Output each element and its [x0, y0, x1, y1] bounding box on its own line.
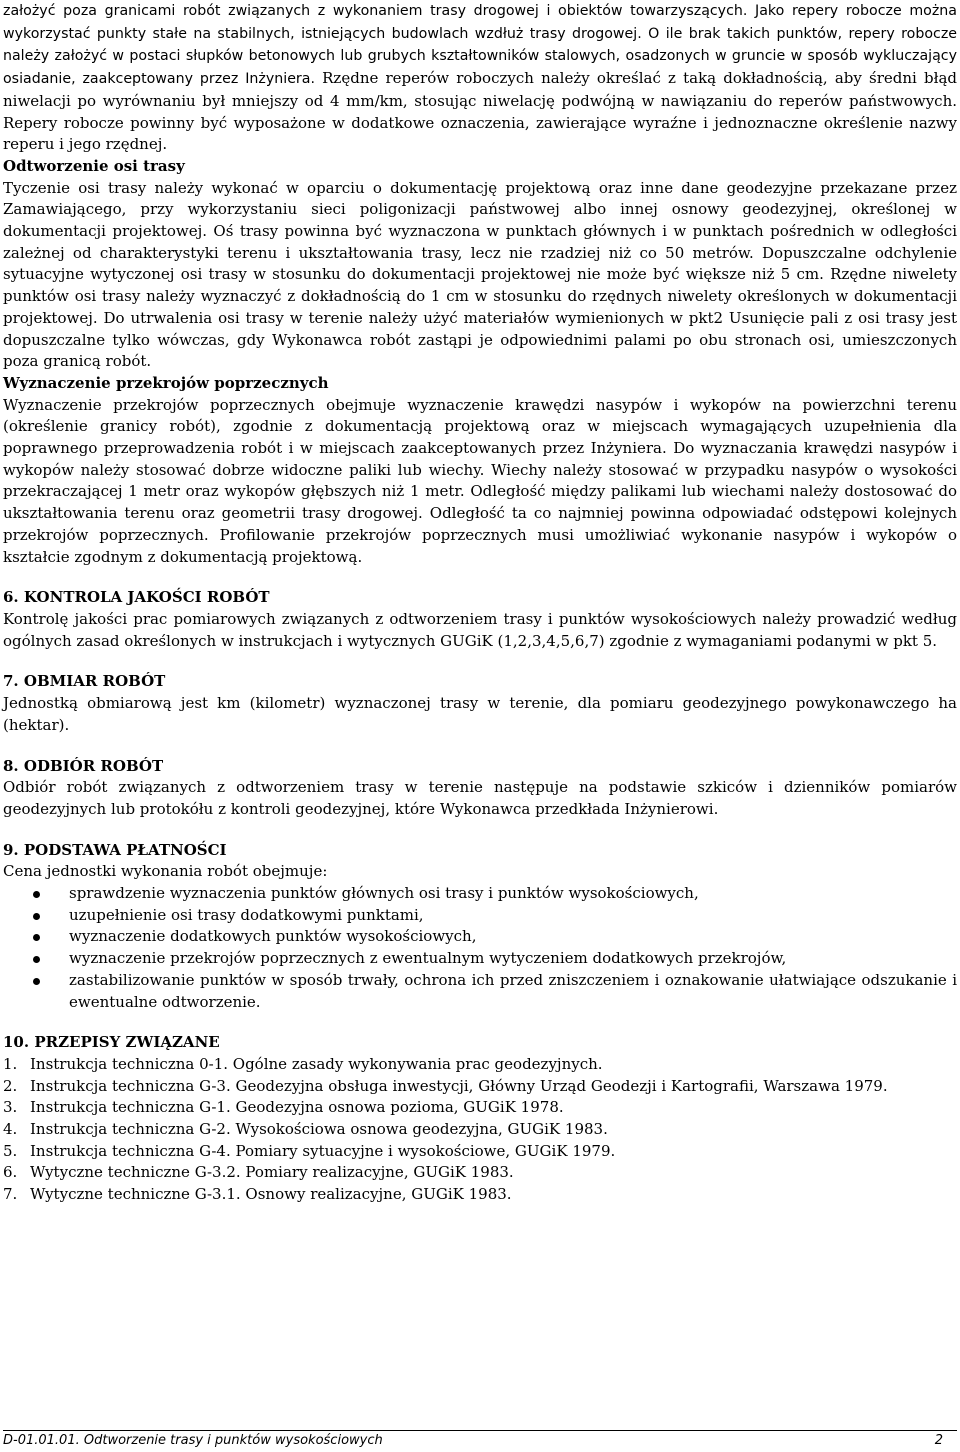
reference-item — [3, 1076, 957, 1098]
list-item-text: wyznaczenie przekrojów poprzecznych z ewentualnym wytyczeniem dodatkowych przekrojów, — [69, 949, 787, 968]
reference-number: 3. — [3, 1098, 18, 1117]
reference-item — [3, 1184, 957, 1206]
section-7-title — [3, 671, 957, 693]
section-10-title-text: PRZEPISY ZWIĄZANE — [34, 1033, 220, 1052]
section-6-body: Kontrolę jakości prac pomiarowych związanych z odtworzeniem trasy i punktów wysokościowych należy prowadzić według ogólnych zasad określonych w instrukcjach i wytycznych GUGiK (1,2,3,4,5,6,7) zgodnie z wymaganiami podanymi w pkt 5. — [3, 609, 957, 650]
page-number: 2 — [934, 1433, 943, 1448]
bullet-icon — [33, 934, 40, 941]
reference-text: Instrukcja techniczna G-3. Geodezyjna obsługa inwestycji, Główny Urząd Geodezji i Kartografii, Warszawa 1979. — [30, 1076, 888, 1095]
section-9-number: 9. — [3, 840, 19, 859]
bullet-icon — [33, 978, 40, 985]
reference-item — [3, 1097, 957, 1119]
przekroje-heading: Wyznaczenie przekrojów poprzecznych — [3, 373, 329, 392]
reference-number: 1. — [3, 1054, 18, 1073]
odtworzenie-heading: Odtworzenie osi trasy — [3, 156, 185, 175]
references-list — [3, 1054, 957, 1206]
przekroje-body: Wyznaczenie przekrojów poprzecznych obejmuje wyznaczenie krawędzi nasypów i wykopów na powierzchni terenu (określenie granicy robót), zgodnie z dokumentacją projektową oraz w miejscach wymagających uzupełnienia dla poprawnego przeprowadzenia robót i w miejscach zaakceptowanych przez Inżyniera. Do wyznaczania krawędzi nasypów i wykopów należy stosować dobrze widoczne paliki lub wiechy. Wiechy należy stosować w przypadku nasypów o wysokości przekraczającej 1 metr oraz wykopów głębszych niż 1 metr. Odległość między palikami lub wiechami należy dostosować do ukształtowania terenu oraz geometrii trasy drogowej. Odległość ta co najmniej powinna odpowiadać odstępowi kolejnych przekrojów poprzecznych. Profilowanie przekrojów poprzecznych musi umożliwiać wykonanie nasypów i wykopów o kształcie zgodnym z dokumentacją projektową. — [3, 395, 957, 566]
reference-item — [3, 1054, 957, 1076]
list-item — [3, 948, 957, 970]
bullet-icon — [33, 891, 40, 898]
section-7-body: Jednostką obmiarową jest km (kilometr) wyznaczonej trasy w terenie, dla pomiaru geodezyjnego powykonawczego ha (hektar). — [3, 694, 957, 734]
document-page — [3, 0, 957, 1206]
list-item-text: wyznaczenie dodatkowych punktów wysokościowych, — [69, 927, 477, 946]
section-8-body: Odbiór robót związanych z odtworzeniem trasy w terenie następuje na podstawie szkiców i dzienników pomiarów geodezyjnych lub protokółu z kontroli geodezyjnej, które Wykonawca przedkłada Inżynierowi. — [3, 778, 957, 818]
list-item-text: uzupełnienie osi trasy dodatkowymi punktami, — [69, 905, 424, 924]
reference-text: Instrukcja techniczna 0-1. Ogólne zasady wykonywania prac geodezyjnych. — [30, 1054, 603, 1073]
list-item — [3, 905, 957, 927]
section-8-title — [3, 756, 957, 778]
footer-document-title: D-01.01.01. Odtworzenie trasy i punktów wysokościowych — [3, 1433, 383, 1448]
reference-text: Instrukcja techniczna G-2. Wysokościowa osnowa geodezyjna, GUGiK 1983. — [30, 1120, 608, 1139]
list-item-text: sprawdzenie wyznaczenia punktów głównych osi trasy i punktów wysokościowych, — [69, 884, 699, 903]
reference-text: Wytyczne techniczne G-3.1. Osnowy realizacyjne, GUGiK 1983. — [30, 1185, 512, 1204]
bullet-icon — [33, 956, 40, 963]
section-8-title-text: ODBIÓR ROBÓT — [23, 756, 164, 775]
section-6-title — [3, 587, 957, 609]
section-8-number: 8. — [3, 756, 19, 775]
footer-divider — [3, 1430, 957, 1431]
reference-text: Instrukcja techniczna G-1. Geodezyjna osnowa pozioma, GUGiK 1978. — [30, 1098, 564, 1117]
section-10-title — [3, 1032, 957, 1054]
section-9-title — [3, 840, 957, 862]
section-6-number: 6. — [3, 588, 19, 607]
list-item — [3, 883, 957, 905]
reference-number: 4. — [3, 1120, 18, 1139]
reference-number: 6. — [3, 1163, 18, 1182]
intro-paragraph — [3, 0, 957, 156]
list-item-text: zastabilizowanie punktów w sposób trwały, ochrona ich przed zniszczeniem i oznakowanie ułatwiające odszukanie i ewentualne odtworzenie. — [69, 970, 957, 1011]
reference-text: Instrukcja techniczna G-4. Pomiary sytuacyjne i wysokościowe, GUGiK 1979. — [30, 1141, 616, 1160]
intro-text-sans: założyć poza granicami robót związanych z wykonaniem trasy drogowej i obiektów towarzyszących. Jako repery robocze można wykorzystać punkty stałe na stabilnych, istniejących budowlach wzdłuż trasy drogowej. O ile brak takich punktów, repery robocze należy założyć w postaci słupków betonowych lub grubych kształtowników stalowych, osadzonych w gruncie w sposób wykluczający osiadanie, zaakceptowany przez Inżyniera. — [3, 3, 957, 88]
reference-item — [3, 1119, 957, 1141]
reference-text: Wytyczne techniczne G-3.2. Pomiary realizacyjne, GUGiK 1983. — [30, 1163, 514, 1182]
odtworzenie-body: Tyczenie osi trasy należy wykonać w oparciu o dokumentację projektową oraz inne dane geodezyjne przekazane przez Zamawiającego, przy wykorzystaniu sieci poligonizacji państwowej albo innej osnowy geodezyjnej, określonej w dokumentacji projektowej. Oś trasy powinna być wyznaczona w punktach głównych i w punktach pośrednich w odległości zależnej od charakterystyki terenu i ukształtowania trasy, lecz nie rzadziej niż co 50 metrów. Dopuszczalne odchylenie sytuacyjne wytyczonej osi trasy w stosunku do dokumentacji projektowej nie może być większe niż 5 cm. Rzędne niwelety punktów osi trasy należy wyznaczyć z dokładnością do 1 cm w stosunku do rzędnych niwelety określonych w dokumentacji projektowej. Do utrwalenia osi trasy w terenie należy użyć materiałów wymienionych w pkt2 Usunięcie pali z osi trasy jest dopuszczalne tylko wówczas, gdy Wykonawca robót zastąpi je odpowiednimi palami po obu stronach osi, umieszczonych poza granicą robót. — [3, 178, 957, 371]
bullet-icon — [33, 913, 40, 920]
intro-text-serif: Rzędne reperów roboczych należy określać z taką dokładnością, aby średni błąd niwelacji po wyrównaniu był mniejszy od 4 mm/km, stosując niwelację podwójną w nawiązaniu do reperów państwowych. — [3, 69, 957, 110]
payment-list — [3, 883, 957, 1013]
section-10-number: 10. — [3, 1033, 30, 1052]
list-item — [3, 970, 957, 1013]
list-item — [3, 926, 957, 948]
reference-item — [3, 1162, 957, 1184]
reference-number: 5. — [3, 1141, 18, 1160]
section-9-intro: Cena jednostki wykonania robót obejmuje: — [3, 862, 328, 881]
reference-number: 2. — [3, 1076, 18, 1095]
section-6-title-text: KONTROLA JAKOŚCI ROBÓT — [23, 588, 270, 607]
section-9-title-text: PODSTAWA PŁATNOŚCI — [23, 840, 227, 859]
section-7-title-text: OBMIAR ROBÓT — [23, 672, 166, 691]
reference-number: 7. — [3, 1185, 18, 1204]
section-7-number: 7. — [3, 672, 19, 691]
intro-text-serif2: Repery robocze powinny być wyposażone w dodatkowe oznaczenia, zawierające wyraźne i jednoznaczne określenie nazwy reperu i jego rzędnej. — [3, 113, 957, 154]
reference-item — [3, 1141, 957, 1163]
